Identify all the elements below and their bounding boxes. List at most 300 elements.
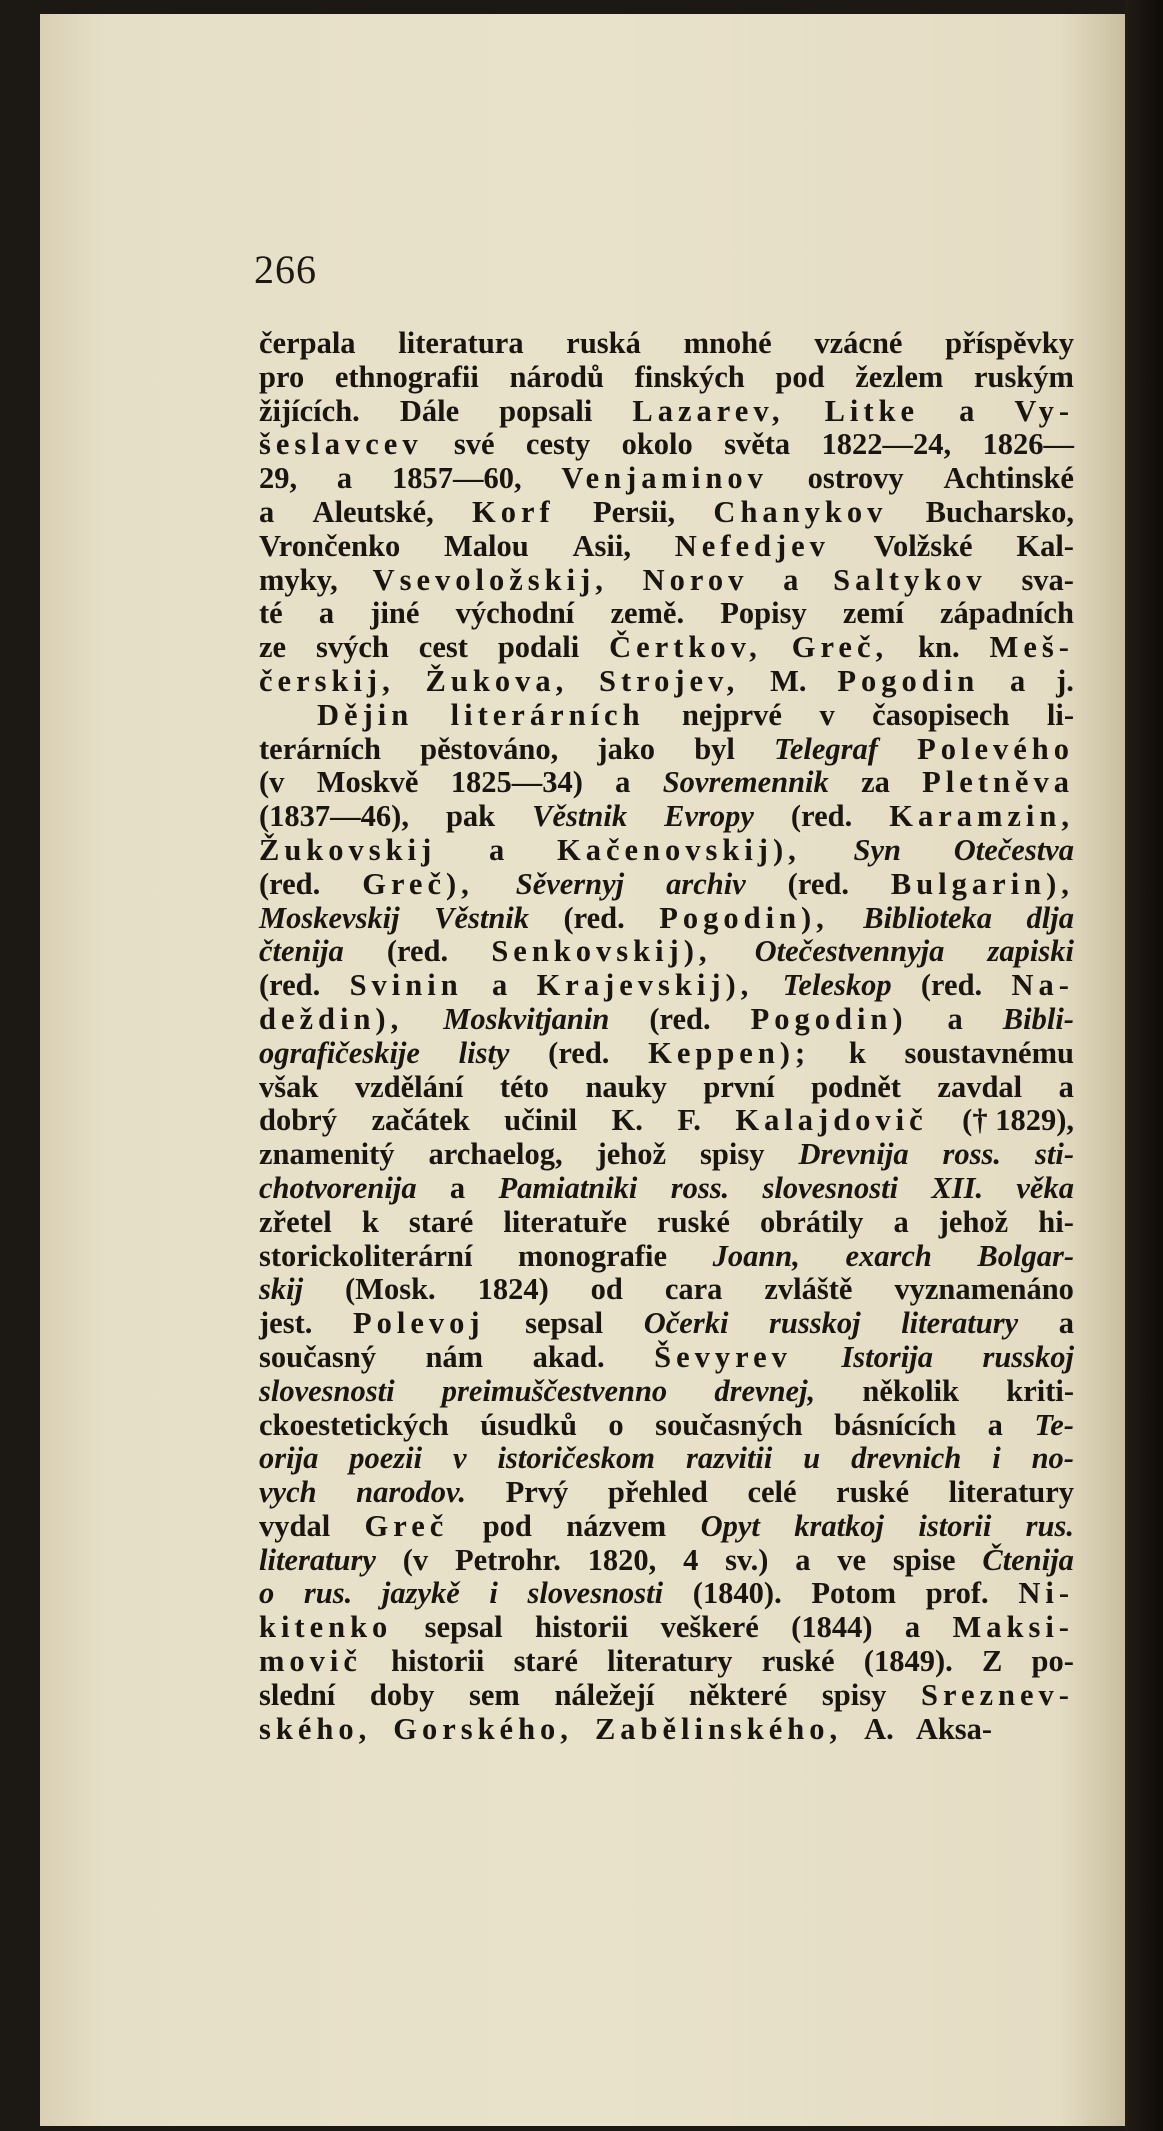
word: Potom bbox=[811, 1576, 897, 1611]
word: cest bbox=[418, 630, 468, 665]
word: od bbox=[590, 1272, 623, 1307]
word: istorii bbox=[918, 1508, 992, 1543]
word: 29, bbox=[259, 461, 298, 496]
book-edge-shadow bbox=[1125, 0, 1163, 2131]
text-line bbox=[259, 1003, 1074, 1037]
word: Vy- bbox=[1014, 393, 1074, 428]
word: Bibli- bbox=[1002, 1001, 1074, 1036]
word: XII. bbox=[931, 1170, 984, 1205]
text-line bbox=[259, 564, 1074, 598]
word: národů bbox=[509, 359, 604, 394]
word: několik bbox=[862, 1373, 960, 1408]
word: M. bbox=[770, 663, 807, 698]
word: cara bbox=[664, 1272, 723, 1307]
word: dobrý bbox=[259, 1103, 337, 1138]
word: spise bbox=[892, 1542, 956, 1577]
page-number: 266 bbox=[254, 247, 317, 292]
word: soustavnému bbox=[904, 1035, 1074, 1070]
word: 1825—34) bbox=[450, 765, 583, 800]
text-line bbox=[259, 699, 1074, 733]
word: Joann, bbox=[712, 1238, 800, 1273]
word: Syn bbox=[853, 832, 901, 867]
word: Aksa- bbox=[915, 1711, 993, 1746]
word: Malou bbox=[444, 528, 529, 563]
word: Otečestvennyja bbox=[754, 934, 945, 969]
word: 1820, bbox=[587, 1542, 657, 1577]
text-line bbox=[259, 1307, 1074, 1341]
word: archaelog, bbox=[428, 1137, 563, 1172]
word: Persii, bbox=[592, 494, 676, 529]
word: sva- bbox=[1021, 562, 1074, 597]
word: Z bbox=[981, 1644, 1003, 1679]
word: Petrohr. bbox=[454, 1542, 561, 1577]
word: doby bbox=[369, 1677, 435, 1712]
word: přehled bbox=[607, 1475, 708, 1510]
word: ze bbox=[259, 630, 287, 665]
word: ostrovy bbox=[807, 461, 904, 496]
text-line bbox=[259, 868, 1074, 902]
word: pak bbox=[445, 799, 496, 834]
word: ruské bbox=[761, 1644, 835, 1679]
text-line bbox=[259, 361, 1074, 395]
word: sepsal bbox=[525, 1306, 604, 1341]
text-line bbox=[259, 496, 1074, 530]
word: Opyt bbox=[700, 1508, 760, 1543]
word: a bbox=[959, 393, 975, 428]
word: Dějin bbox=[317, 697, 414, 732]
word: zemí bbox=[842, 596, 904, 631]
word: spisy bbox=[700, 1137, 765, 1172]
word: Aleutské, bbox=[312, 494, 434, 529]
word: pod bbox=[482, 1508, 532, 1543]
word: za bbox=[861, 765, 890, 800]
word: dlja bbox=[1026, 900, 1074, 935]
text-line bbox=[259, 665, 1074, 699]
word: 1857—60, bbox=[391, 461, 522, 496]
word: (red. bbox=[649, 1001, 711, 1036]
word: sem bbox=[469, 1677, 520, 1712]
text-line bbox=[259, 1071, 1074, 1105]
text-line bbox=[259, 1544, 1074, 1578]
word: Greč bbox=[364, 1508, 449, 1543]
word: slední bbox=[259, 1677, 336, 1712]
word: a bbox=[615, 765, 631, 800]
word: sepsal bbox=[424, 1610, 503, 1645]
word: první bbox=[703, 1069, 775, 1104]
word: literatury bbox=[607, 1644, 733, 1679]
text-line bbox=[259, 1138, 1074, 1172]
word: Moskevskij bbox=[259, 900, 400, 935]
word: začátek bbox=[371, 1103, 470, 1138]
word: staré bbox=[513, 1644, 578, 1679]
word: a bbox=[904, 1610, 921, 1645]
word: (red. bbox=[259, 866, 321, 901]
word: a bbox=[795, 1542, 811, 1577]
word: 1822—24, bbox=[821, 427, 952, 462]
word: západních bbox=[940, 596, 1074, 631]
word: Pogodin), bbox=[659, 900, 829, 935]
word: storickoliterární bbox=[259, 1238, 473, 1273]
word: ethnografii bbox=[334, 359, 479, 394]
word: terárních bbox=[259, 731, 381, 766]
word: jehož bbox=[596, 1137, 667, 1172]
word: Krajevskij), bbox=[536, 968, 754, 1003]
word: Korf bbox=[472, 494, 555, 529]
word: (red. bbox=[548, 1035, 610, 1070]
word: historii bbox=[535, 1610, 629, 1645]
word: učinil bbox=[504, 1103, 578, 1138]
word: Senkovskij), bbox=[491, 934, 712, 969]
word: náležejí bbox=[554, 1677, 655, 1712]
word: (red. bbox=[563, 900, 625, 935]
word: jiné bbox=[370, 596, 420, 631]
word: a bbox=[893, 1204, 909, 1239]
word: A. bbox=[864, 1711, 894, 1746]
word: Litke bbox=[824, 393, 920, 428]
word: (v bbox=[259, 765, 285, 800]
word: Dále bbox=[399, 393, 460, 428]
word: Chanykov bbox=[713, 494, 888, 529]
word: jehož bbox=[938, 1204, 1009, 1239]
word: Žukova, bbox=[425, 663, 569, 698]
word: Na- bbox=[1011, 968, 1074, 1003]
word: (1844) bbox=[791, 1610, 873, 1645]
word: 4 bbox=[683, 1542, 699, 1577]
word: Bolgar- bbox=[977, 1238, 1074, 1273]
word: exarch bbox=[845, 1238, 932, 1273]
word: drevnej, bbox=[714, 1373, 816, 1408]
word: russkoj bbox=[982, 1339, 1074, 1374]
word: čerskij, bbox=[259, 663, 395, 698]
word: Čtenija bbox=[982, 1542, 1074, 1577]
word: Greč, bbox=[791, 630, 889, 665]
word: Achtinské bbox=[943, 461, 1074, 496]
word: žijících. bbox=[259, 393, 360, 428]
word: ross. bbox=[670, 1170, 730, 1205]
word: o bbox=[259, 1576, 275, 1611]
text-line bbox=[259, 1206, 1074, 1240]
word: kn. bbox=[918, 630, 960, 665]
word: li- bbox=[1046, 697, 1074, 732]
text-line bbox=[259, 428, 1074, 462]
text-line bbox=[259, 631, 1074, 665]
word: kriti- bbox=[1006, 1373, 1074, 1408]
word: Svinin bbox=[349, 968, 463, 1003]
text-line bbox=[259, 462, 1074, 496]
word: a bbox=[336, 461, 353, 496]
word: 1826— bbox=[982, 427, 1074, 462]
word: okolo bbox=[621, 427, 693, 462]
text-line bbox=[259, 766, 1074, 800]
word: Ševyrev bbox=[654, 1339, 792, 1374]
word: i bbox=[992, 1441, 1001, 1476]
word: Drevnija bbox=[798, 1137, 909, 1172]
word: světa bbox=[724, 427, 791, 462]
word: Volžské bbox=[873, 528, 973, 563]
word: Sěvernyj bbox=[515, 866, 625, 901]
text-line bbox=[259, 902, 1074, 936]
word: a bbox=[492, 968, 508, 1003]
word: Keppen); bbox=[648, 1035, 811, 1070]
text-line bbox=[259, 1645, 1074, 1679]
word: názvem bbox=[566, 1508, 667, 1543]
word: Moskvě bbox=[316, 765, 419, 800]
word: Ni- bbox=[1018, 1576, 1074, 1611]
word: narodov. bbox=[356, 1475, 467, 1510]
word: hi- bbox=[1038, 1204, 1074, 1239]
word: Sovremennik bbox=[662, 765, 829, 800]
word: literatura bbox=[398, 326, 524, 360]
word: čerpala bbox=[259, 326, 356, 360]
word: Meš- bbox=[989, 630, 1074, 665]
word: slovesnosti bbox=[527, 1576, 664, 1611]
word: některé bbox=[689, 1677, 788, 1712]
text-line bbox=[259, 1273, 1074, 1307]
word: ruským bbox=[973, 359, 1074, 394]
word: a bbox=[783, 562, 799, 597]
word: ruské bbox=[836, 1475, 910, 1510]
text-line bbox=[259, 800, 1074, 834]
word: však bbox=[259, 1069, 319, 1104]
word: Pogodin bbox=[837, 663, 980, 698]
word: časopisech bbox=[872, 697, 1010, 732]
word: vzácné bbox=[814, 326, 903, 360]
word: vzdělání bbox=[354, 1069, 464, 1104]
word: a bbox=[1010, 663, 1026, 698]
word: preimuščestvenno bbox=[441, 1373, 668, 1408]
word: současných bbox=[655, 1407, 803, 1442]
word: Teleskop bbox=[782, 968, 892, 1003]
text-line bbox=[259, 1172, 1074, 1206]
word: u bbox=[803, 1441, 821, 1476]
word: (1849). bbox=[863, 1644, 953, 1679]
word: (Mosk. bbox=[345, 1272, 436, 1307]
word: archiv bbox=[666, 866, 746, 901]
word: Evropy bbox=[664, 799, 754, 834]
word: cesty bbox=[525, 427, 591, 462]
word: nám bbox=[425, 1339, 484, 1374]
word: F. bbox=[677, 1103, 701, 1138]
word: o bbox=[608, 1407, 624, 1442]
word: úsudků bbox=[480, 1407, 577, 1442]
word: orija bbox=[259, 1441, 319, 1476]
word: akad. bbox=[532, 1339, 605, 1374]
word: Gorského, bbox=[393, 1711, 573, 1746]
word: ruské bbox=[657, 1204, 730, 1239]
word: Karamzin, bbox=[889, 799, 1074, 834]
word: nauky bbox=[585, 1069, 667, 1104]
word: poezii bbox=[349, 1441, 423, 1476]
word: movič bbox=[259, 1644, 362, 1679]
word: staré bbox=[408, 1204, 474, 1239]
text-line bbox=[259, 1510, 1074, 1544]
word: věka bbox=[1016, 1170, 1074, 1205]
text-line bbox=[259, 935, 1074, 969]
word: k bbox=[361, 1204, 379, 1239]
word: po- bbox=[1031, 1644, 1074, 1679]
text-line bbox=[259, 1611, 1074, 1645]
word: ckoestetických bbox=[259, 1407, 449, 1442]
word: sti- bbox=[1035, 1137, 1074, 1172]
word: literárních bbox=[450, 697, 645, 732]
word: vych bbox=[259, 1475, 317, 1510]
word: slovesnosti bbox=[259, 1373, 395, 1408]
word: žezlem bbox=[855, 359, 944, 394]
word: a bbox=[259, 494, 275, 529]
word: ross. bbox=[942, 1137, 1002, 1172]
word: pěstováno, bbox=[420, 731, 559, 766]
word: v bbox=[819, 697, 835, 732]
word: Kalajdovič bbox=[735, 1103, 928, 1138]
word: Vsevoložskij, bbox=[372, 562, 608, 597]
word: Greč), bbox=[362, 866, 474, 901]
word: Vrončenko bbox=[259, 528, 401, 563]
word: ského, bbox=[259, 1711, 372, 1746]
text-line bbox=[259, 1713, 1074, 1747]
word: Moskvitjanin bbox=[443, 1001, 610, 1036]
word: popsali bbox=[499, 393, 593, 428]
word: a bbox=[1058, 1306, 1074, 1341]
text-line bbox=[259, 1577, 1074, 1611]
word: Pamiatniki bbox=[498, 1170, 638, 1205]
word: země. bbox=[610, 596, 685, 631]
word: zavdal bbox=[937, 1069, 1023, 1104]
word: listy bbox=[458, 1035, 510, 1070]
word: prof. bbox=[925, 1576, 989, 1611]
text-line bbox=[259, 530, 1074, 564]
word: Norov bbox=[642, 562, 749, 597]
word: zapiski bbox=[987, 934, 1074, 969]
word: ruská bbox=[566, 326, 641, 360]
word: mnohé bbox=[683, 326, 772, 360]
word: j. bbox=[1056, 663, 1074, 698]
word: a bbox=[449, 1170, 466, 1205]
body-text bbox=[259, 327, 1074, 1746]
word: básnících bbox=[834, 1407, 957, 1442]
word: Venjaminov bbox=[561, 461, 768, 496]
word: znamenitý bbox=[259, 1137, 395, 1172]
word: K. bbox=[611, 1103, 643, 1138]
word: zvláště bbox=[764, 1272, 853, 1307]
word: Telegraf bbox=[774, 731, 878, 766]
word: literatury bbox=[259, 1542, 376, 1577]
word: finských bbox=[634, 359, 745, 394]
word: Maksi- bbox=[952, 1610, 1074, 1645]
word: istoričeskom bbox=[497, 1441, 656, 1476]
word: Věstnik bbox=[434, 900, 530, 935]
word: a bbox=[488, 832, 505, 867]
word: té bbox=[259, 596, 283, 631]
word: a bbox=[987, 1407, 1003, 1442]
text-line bbox=[259, 1375, 1074, 1409]
word: (red. bbox=[787, 866, 849, 901]
text-line bbox=[259, 969, 1074, 1003]
word: 1824) bbox=[477, 1272, 549, 1307]
word: a bbox=[1058, 1069, 1074, 1104]
word: vydal bbox=[259, 1508, 331, 1543]
word: a bbox=[947, 1001, 963, 1036]
word: východní bbox=[455, 596, 575, 631]
text-line bbox=[259, 733, 1074, 767]
word: Polevoj bbox=[352, 1306, 485, 1341]
word: Pogodin) bbox=[750, 1001, 908, 1036]
word: současný bbox=[259, 1339, 376, 1374]
word: myky, bbox=[259, 562, 338, 597]
word: Kačenovskij), bbox=[556, 832, 801, 867]
word: (red. bbox=[790, 799, 853, 834]
word: a bbox=[318, 596, 335, 631]
word: slovesnosti bbox=[762, 1170, 899, 1205]
word: kitenko bbox=[259, 1610, 393, 1645]
word: Očerki bbox=[643, 1306, 729, 1341]
word: Věstnik bbox=[532, 799, 628, 834]
word: (v bbox=[402, 1542, 429, 1577]
word: skij bbox=[259, 1272, 304, 1307]
word: Otečestva bbox=[953, 832, 1074, 867]
text-line bbox=[259, 1476, 1074, 1510]
word: svých bbox=[316, 630, 389, 665]
word: jako bbox=[597, 731, 656, 766]
word: monografie bbox=[517, 1238, 668, 1273]
word: jazykě bbox=[381, 1576, 460, 1611]
word: celé bbox=[747, 1475, 797, 1510]
word: této bbox=[499, 1069, 549, 1104]
word: příspěvky bbox=[945, 326, 1074, 360]
word: zřetel bbox=[259, 1204, 332, 1239]
word: veškeré bbox=[660, 1610, 759, 1645]
text-line bbox=[259, 1240, 1074, 1274]
word: (red. bbox=[386, 934, 449, 969]
text-line bbox=[259, 1409, 1074, 1443]
word: drevnich bbox=[851, 1441, 962, 1476]
text-line bbox=[259, 1442, 1074, 1476]
word: kratkoj bbox=[794, 1508, 885, 1543]
word: v bbox=[453, 1441, 467, 1476]
word: podali bbox=[497, 630, 580, 665]
word: Istorija bbox=[841, 1339, 933, 1374]
word: Asii, bbox=[572, 528, 631, 563]
word: historii bbox=[391, 1644, 485, 1679]
word: Biblioteka bbox=[863, 900, 993, 935]
text-line bbox=[259, 1104, 1074, 1138]
word: literatury bbox=[948, 1475, 1074, 1510]
word: chotvorenija bbox=[259, 1170, 417, 1205]
word: šeslavcev bbox=[259, 427, 423, 462]
word: vyznamenáno bbox=[894, 1272, 1074, 1307]
word: nejprvé bbox=[682, 697, 782, 732]
word: Bulgarin), bbox=[890, 866, 1074, 901]
word: Strojev, bbox=[599, 663, 740, 698]
word: Žukovskij bbox=[259, 832, 437, 867]
word: Prvý bbox=[505, 1475, 569, 1510]
word: i bbox=[489, 1576, 498, 1611]
word: Bucharsko, bbox=[925, 494, 1074, 529]
text-line bbox=[259, 834, 1074, 868]
word: Kal- bbox=[1016, 528, 1074, 563]
text-line bbox=[259, 1341, 1074, 1375]
word: pro bbox=[259, 359, 305, 394]
word: ografičeskije bbox=[259, 1035, 420, 1070]
word: rus. bbox=[303, 1576, 353, 1611]
word: Čertkov, bbox=[609, 630, 762, 665]
word: pod bbox=[775, 359, 825, 394]
text-line bbox=[259, 327, 1074, 361]
word: obrátily bbox=[760, 1204, 864, 1239]
word: čtenija bbox=[259, 934, 344, 969]
word: Saltykov bbox=[833, 562, 987, 597]
word: deždin), bbox=[259, 1001, 404, 1036]
word: k bbox=[848, 1035, 866, 1070]
